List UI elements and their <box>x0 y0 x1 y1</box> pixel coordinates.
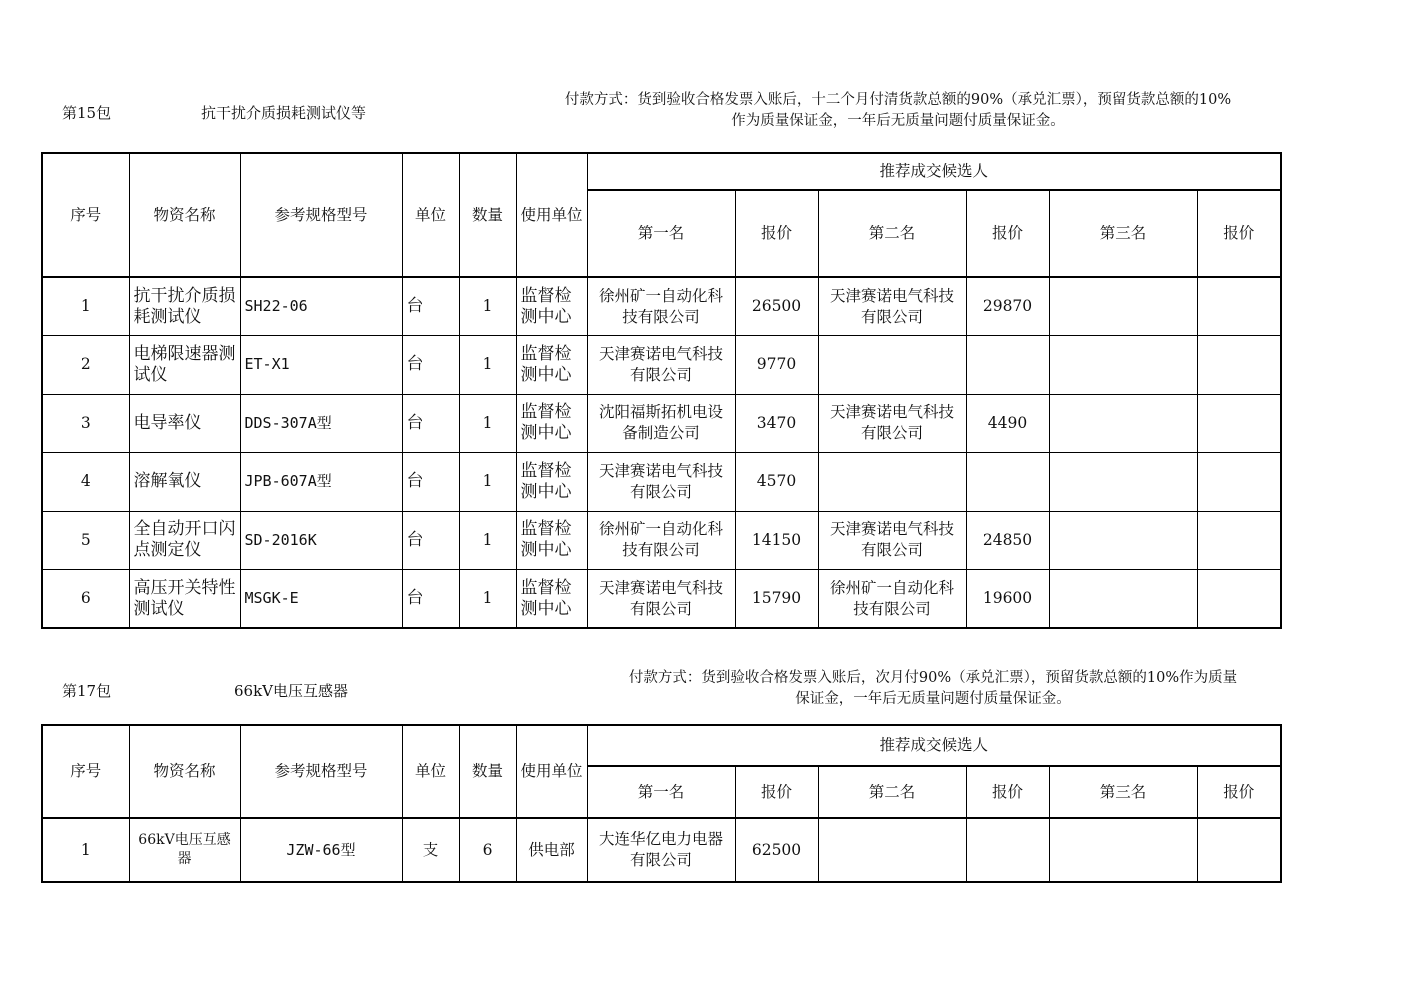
row-dept: 监督检测中心 <box>516 570 587 629</box>
row-spec: MSGK-E <box>240 570 402 629</box>
row-price-3 <box>1197 453 1281 512</box>
header-dept: 使用单位 <box>516 153 587 277</box>
row-qty: 1 <box>459 570 516 629</box>
header-qty: 数量 <box>459 153 516 277</box>
row-third <box>1049 511 1197 570</box>
row-seq: 5 <box>42 511 129 570</box>
table-row <box>42 336 1281 395</box>
row-dept: 监督检测中心 <box>516 394 587 453</box>
payment-terms <box>520 90 1276 132</box>
row-first: 沈阳福斯拓机电设备制造公司 <box>587 394 735 453</box>
table-row <box>42 570 1281 629</box>
row-price-2 <box>966 336 1049 395</box>
row-qty: 1 <box>459 394 516 453</box>
row-first: 天津赛诺电气科技有限公司 <box>587 453 735 512</box>
row-spec: SH22-06 <box>240 277 402 336</box>
header-second: 第二名 <box>818 190 966 277</box>
row-price-1: 14150 <box>735 511 818 570</box>
row-second <box>818 336 966 395</box>
row-qty: 1 <box>459 453 516 512</box>
row-price-1: 3470 <box>735 394 818 453</box>
row-name: 电导率仪 <box>129 394 240 453</box>
table-row <box>42 453 1281 512</box>
recommendation-table-2 <box>41 724 1282 883</box>
row-spec: SD-2016K <box>240 511 402 570</box>
row-unit: 台 <box>402 394 459 453</box>
row-spec: JZW-66型 <box>240 818 402 882</box>
payment-terms <box>590 668 1276 710</box>
row-price-2 <box>966 453 1049 512</box>
header-unit: 单位 <box>402 153 459 277</box>
row-seq: 6 <box>42 570 129 629</box>
row-seq: 2 <box>42 336 129 395</box>
row-price-2: 24850 <box>966 511 1049 570</box>
row-price-3 <box>1197 570 1281 629</box>
row-first: 徐州矿一自动化科技有限公司 <box>587 511 735 570</box>
row-price-1: 62500 <box>735 818 818 882</box>
header-price-1: 报价 <box>735 190 818 277</box>
row-price-3 <box>1197 277 1281 336</box>
table-row <box>42 818 1281 882</box>
row-first: 徐州矿一自动化科技有限公司 <box>587 277 735 336</box>
package-number: 第15包 <box>62 104 112 122</box>
row-first: 大连华亿电力电器有限公司 <box>587 818 735 882</box>
row-dept: 供电部 <box>516 818 587 882</box>
row-spec: ET-X1 <box>240 336 402 395</box>
row-seq: 3 <box>42 394 129 453</box>
row-third <box>1049 277 1197 336</box>
row-second: 徐州矿一自动化科技有限公司 <box>818 570 966 629</box>
row-price-3 <box>1197 394 1281 453</box>
row-price-2 <box>966 818 1049 882</box>
row-unit: 台 <box>402 570 459 629</box>
header-price-3: 报价 <box>1197 190 1281 277</box>
row-name: 溶解氧仪 <box>129 453 240 512</box>
header-spec: 参考规格型号 <box>240 153 402 277</box>
row-spec: JPB-607A型 <box>240 453 402 512</box>
payment-terms-line-2: 保证金，一年后无质量问题付质量保证金。 <box>795 691 1071 707</box>
row-unit: 台 <box>402 277 459 336</box>
row-qty: 6 <box>459 818 516 882</box>
header-price-1: 报价 <box>735 766 818 818</box>
row-unit: 台 <box>402 453 459 512</box>
row-qty: 1 <box>459 336 516 395</box>
payment-terms-line-1: 付款方式：货到验收合格发票入账后，十二个月付清货款总额的90%（承兑汇票），预留货款总额的10% <box>564 92 1232 108</box>
header-name: 物资名称 <box>129 725 240 818</box>
row-third <box>1049 453 1197 512</box>
header-spec: 参考规格型号 <box>240 725 402 818</box>
payment-terms-line-1: 付款方式：货到验收合格发票入账后，次月付90%（承兑汇票），预留货款总额的10%作为质量 <box>628 670 1238 686</box>
header-name: 物资名称 <box>129 153 240 277</box>
row-price-3 <box>1197 336 1281 395</box>
table-row <box>42 277 1281 336</box>
row-second: 天津赛诺电气科技有限公司 <box>818 277 966 336</box>
header-second: 第二名 <box>818 766 966 818</box>
header-dept: 使用单位 <box>516 725 587 818</box>
row-dept: 监督检测中心 <box>516 336 587 395</box>
row-dept: 监督检测中心 <box>516 511 587 570</box>
row-price-2: 19600 <box>966 570 1049 629</box>
row-third <box>1049 570 1197 629</box>
row-price-1: 4570 <box>735 453 818 512</box>
row-price-2: 4490 <box>966 394 1049 453</box>
recommendation-table-1 <box>41 152 1282 629</box>
row-price-1: 26500 <box>735 277 818 336</box>
payment-terms-line-2: 作为质量保证金，一年后无质量问题付质量保证金。 <box>731 113 1065 129</box>
row-price-1: 15790 <box>735 570 818 629</box>
row-name: 高压开关特性测试仪 <box>129 570 240 629</box>
header-recommend: 推荐成交候选人 <box>587 725 1281 766</box>
header-first: 第一名 <box>587 190 735 277</box>
table-row <box>42 394 1281 453</box>
row-qty: 1 <box>459 511 516 570</box>
row-qty: 1 <box>459 277 516 336</box>
row-seq: 1 <box>42 277 129 336</box>
header-recommend: 推荐成交候选人 <box>587 153 1281 190</box>
header-qty: 数量 <box>459 725 516 818</box>
package-number: 第17包 <box>62 682 112 700</box>
header-price-2: 报价 <box>966 190 1049 277</box>
header-unit: 单位 <box>402 725 459 818</box>
row-first: 天津赛诺电气科技有限公司 <box>587 570 735 629</box>
row-unit: 台 <box>402 336 459 395</box>
row-unit: 支 <box>402 818 459 882</box>
row-unit: 台 <box>402 511 459 570</box>
row-price-3 <box>1197 511 1281 570</box>
row-name: 电梯限速器测试仪 <box>129 336 240 395</box>
row-price-1: 9770 <box>735 336 818 395</box>
row-spec: DDS-307A型 <box>240 394 402 453</box>
row-name: 全自动开口闪点测定仪 <box>129 511 240 570</box>
row-third <box>1049 394 1197 453</box>
header-third: 第三名 <box>1049 190 1197 277</box>
package-name: 66kV电压互感器 <box>234 682 349 700</box>
row-seq: 1 <box>42 818 129 882</box>
row-price-2: 29870 <box>966 277 1049 336</box>
row-second: 天津赛诺电气科技有限公司 <box>818 511 966 570</box>
row-name: 抗干扰介质损耗测试仪 <box>129 277 240 336</box>
header-seq: 序号 <box>42 153 129 277</box>
header-third: 第三名 <box>1049 766 1197 818</box>
row-second <box>818 818 966 882</box>
row-third <box>1049 336 1197 395</box>
header-price-2: 报价 <box>966 766 1049 818</box>
row-second: 天津赛诺电气科技有限公司 <box>818 394 966 453</box>
row-dept: 监督检测中心 <box>516 277 587 336</box>
row-second <box>818 453 966 512</box>
row-price-3 <box>1197 818 1281 882</box>
row-seq: 4 <box>42 453 129 512</box>
package-name: 抗干扰介质损耗测试仪等 <box>201 104 367 122</box>
header-price-3: 报价 <box>1197 766 1281 818</box>
row-third <box>1049 818 1197 882</box>
row-dept: 监督检测中心 <box>516 453 587 512</box>
row-first: 天津赛诺电气科技有限公司 <box>587 336 735 395</box>
table-row <box>42 511 1281 570</box>
header-seq: 序号 <box>42 725 129 818</box>
header-first: 第一名 <box>587 766 735 818</box>
row-name: 66kV电压互感器 <box>129 818 240 882</box>
